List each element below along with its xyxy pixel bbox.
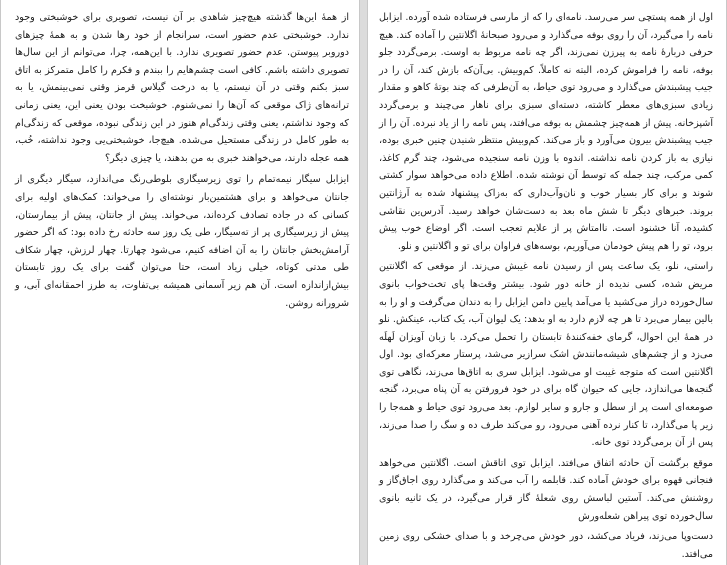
right-paragraph-4: دست‌وپا می‌زند، فریاد می‌کشد، دور خودش می‌چرخد و با صدای خشکی روی زمین می‌افتد. [379,531,713,560]
left-page [0,0,360,565]
page-gutter [360,0,367,565]
right-paragraph-2: راستی، نلو، یک ساعت پس از رسیدن نامه غیبش می‌زند. از موقعی که اگلانتین مریض شده، کسی ندیده از خانه دور شود. بیشتر وقت‌ها پای تخت‌خواب بانوی سال‌خورده دراز می‌کشید یا می‌آمد پایین دامن ایزابل را به دندان می‌گرفت و او را به بالین بیمار می‌برد تا هر چه لازم دارد به او بدهد: یک لیوان آب، یک کتاب، عینکش. نلو در همهٔ این احوال، گرمای خفه‌کنندهٔ تابستان را تحمل می‌کرد. با زبان آویزان لَهلَه می‌زد و از چشم‌های شیشه‌مانندش اشک سرازیر می‌شد، پرستار معرکه‌ای بود. اول اگلانتین است که متوجه غیبت او می‌شود. ایزابل سری به اتاق‌ها می‌زند، نگاهی توی گنجه‌ها می‌اندازد، جایی که حیوان گاه برای در خود فرورفتن به آن پناه می‌برد، گنجه صومعه‌ای است پر از سطل و جارو و سایر لوازم. بعد می‌رود توی حیاط و همه‌جا را زیر پا می‌گذارد، تا کنار نرده‌ آهنی می‌رود، رو می‌کند طرف ده و سگ را صدا می‌زند، پس از آن برمی‌گردد توی خانه. [379,261,713,449]
left-paragraph-2: ایزابل سیگار نیمه‌تمام را توی زیرسیگاری بلوطی‌رنگ می‌اندازد، سیگار دیگری از جانتان می‌خواهد و برای هشتمین‌بار نوشته‌ای را می‌خواند: کمک‌های اولیه برای کسانی که در جاده تصادف کرده‌اند، می‌خواند. پیش از جانتان، پیش از بیمارستان، پیش از زیرسیگاری پر از ته‌سیگار، طی یک روز سه حادثه رخ داده بود: که اگر حضور آرامش‌بخش جانتان را به آن اضافه کنیم، می‌شود چهارتا. چهار لرزش، چهار شکاف طی مدتی کوتاه، خیلی زیاد است، حتا می‌توان گفت برای یک روز تابستان بیش‌از‌اندازه است. آن هم زیر آسمانی همیشه بی‌تفاوت، به طرز احمقانه‌ای آبی، و شرورانه روشن. [15,174,349,309]
left-paragraph-1: از همهٔ این‌ها گذشته هیچ‌چیز شاهدی بر آن نیست، تصویری برای خوشبختی وجود ندارد. خوشبختی عدم حضور است، سرانجام از خود رها شدن و به همهٔ چیزهای دوروبر پیوستن. عدم حضور تصویری ندارد. با این‌همه، چرا، می‌توانم از این سال‌ها تصویری داشته باشم. کافی است چشم‌هایم را ببندم و فکرم را کامل متمرکز به اتاق سبز بکنم وقتی در آن نیستم، یا به درخت گیلاس قرمز وقتی نمی‌بینمش، یا به ترانه‌های ژاک موقعی که آن‌ها را نمی‌شنوم. خوشبخت بودن یعنی این، یعنی زمانی که وجود نداشتم، یعنی وقتی زندگی‌ام هنوز در این زندگی نبوده، موقعی که زندگی‌ام به طور کامل در زندگی مستحیل می‌شده. هیچ‌جا، خوشبختی‌یی وجود نداشته، خُب، همه عجله دارند، می‌خواهند خبری به من بدهند، یا چیزی دیگر؟ [15,12,349,164]
right-paragraph-1: اول از همه پستچی سر می‌رسد. نامه‌ای را که از مارسی فرستاده شده آورده. ایزابل نامه را می‌گیرد، آن را روی بوفه می‌گذارد و می‌رود صبحانهٔ اگلانتین را آماده کند. هیچ حرفی دربارهٔ نامه به پیرزن نمی‌زند، اگر چه نامه مربوط به اوست. برمی‌گردد جلو بوفه، نامه را فراموش کرده، البته نه کاملاً. کم‌وبیش. بی‌آن‌که بازش کند، آن را در جیب پیشبندش می‌گذارد و می‌رود توی حیاط، به آن‌طرفی که چند بوتهٔ کاهو و مقدار زیادی سبزی‌های معطر کاشته، دسته‌ای سبزی برای ناهار می‌چیند و برمی‌گردد آشپزخانه. پیش از همه‌چیز چشمش به بوفه می‌افتد، پس نامه را از یاد نبرده. آن را از جیب پیشبندش بیرون می‌آورد و باز می‌کند. کم‌وبیش منتظر شنیدن چنین خبری بوده، نیازی به باز کردن نامه نداشته. اندوه با وزن نامه سنجیده می‌شود، چند گرم کاغذ، کمی مرکب، چند جمله که توسط آن نوشته شده. اطلاع داده می‌خواهد سوار کشتی شوند و برای کار بسیار خوب و نان‌وآب‌داری که به‌زاک پیشنهاد شده به آرژانتین بروند. خبرهای دیگر تا شش ماه بعد به دست‌شان خواهد رسید. آدرس‌ین نقاشی کشیده، آنا خشنود است. ناامتاش پر از علایم تعجب است. اگر اوضاع خوب پیش برود، تو را هم پیش خودمان می‌آوریم، بوسه‌های فراوان برای تو و اگلانتین و نلو. [379,12,713,252]
right-page [367,0,727,565]
right-paragraph-3: موقع برگشت آن حادثه اتفاق می‌افتد. ایزابل توی اتاقش است. اگلانتین می‌خواهد فنجانی قهوه برای خودش آماده کند. قابلمه را آب می‌کند و می‌گذارد روی اجاق‌گاز و روشنش می‌کند. آستین لباسش روی شعلهٔ گاز قرار می‌گیرد، در یک ثانیه بانوی سال‌خورده توی پیراهن شعله‌ورش [379,457,713,522]
